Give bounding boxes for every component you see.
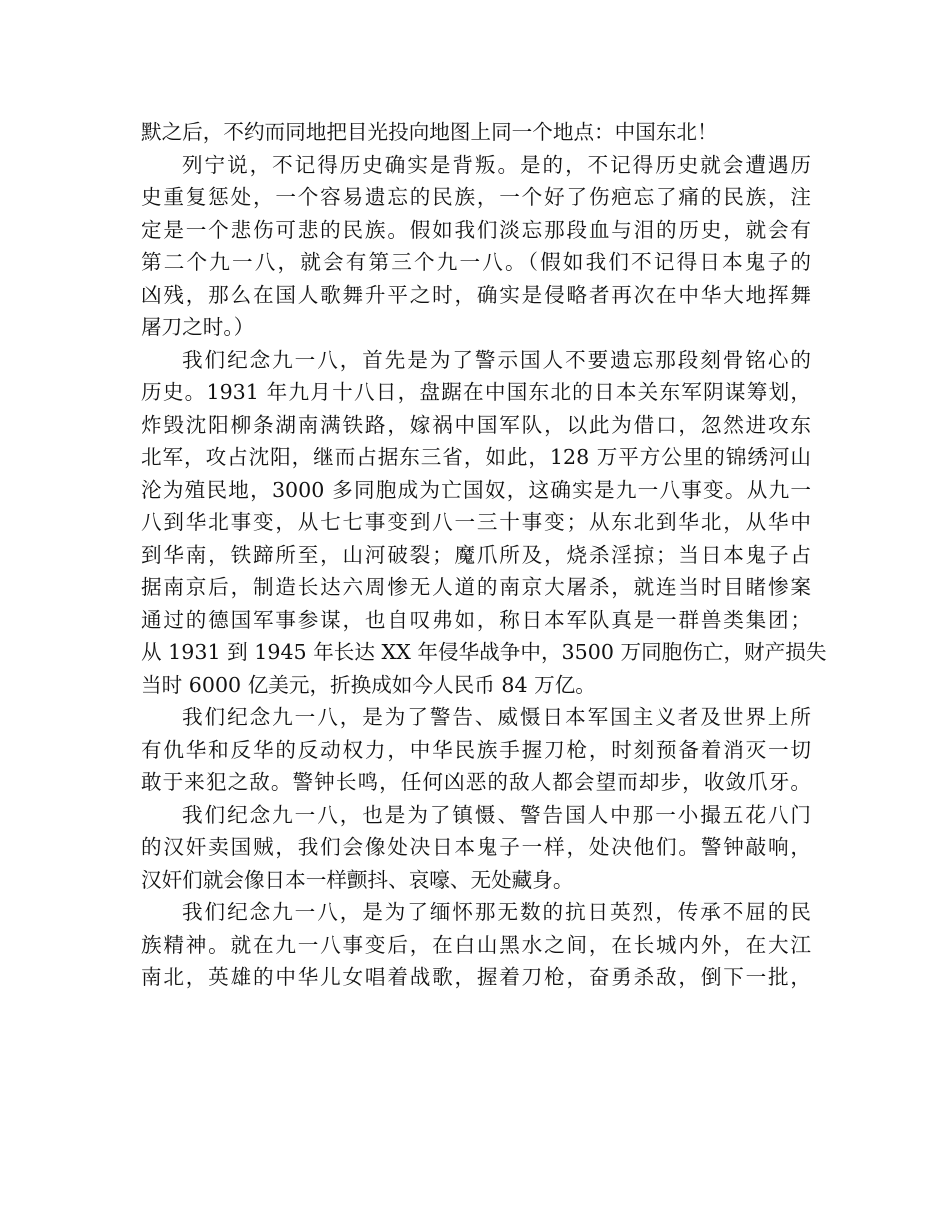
text-line: 北军，攻占沈阳，继而占据东三省，如此，128 万平方公里的锦绣河山 — [141, 445, 811, 469]
text-line: 通过的德国军事参谋，也自叹弗如，称日本军队真是一群兽类集团； — [141, 607, 811, 632]
text-line: 列宁说，不记得历史确实是背叛。是的，不记得历史就会遭遇历 — [182, 152, 811, 177]
text-line: 当时 6000 亿美元，折换成如今人民币 84 万亿。 — [141, 672, 596, 697]
text-line: 敢于来犯之敌。警钟长鸣，任何凶恶的敌人都会望而却步，收敛爪牙。 — [141, 770, 811, 794]
text-line: 第二个九一八，就会有第三个九一八。（假如我们不记得日本鬼子的 — [141, 250, 811, 274]
text-line: 八到华北事变，从七七事变到八一三十事变；从东北到华北，从华中 — [141, 510, 811, 534]
text-line: 炸毁沈阳柳条湖南满铁路，嫁祸中国军队，以此为借口，忽然进攻东 — [141, 412, 811, 437]
text-line: 默之后，不约而同地把目光投向地图上同一个地点：中国东北！ — [141, 120, 718, 144]
text-line: 南北，英雄的中华儿女唱着战歌，握着刀枪，奋勇杀敌，倒下一批， — [141, 965, 811, 989]
text-line: 我们纪念九一八，也是为了镇慑、警告国人中那一小撮五花八门 — [182, 802, 811, 827]
body-text — [141, 116, 827, 994]
text-line: 历史。1931 年九月十八日，盘踞在中国东北的日本关东军阴谋筹划， — [141, 380, 811, 404]
text-line: 我们纪念九一八，是为了缅怀那无数的抗日英烈，传承不屈的民 — [182, 900, 811, 924]
text-line: 汉奸们就会像日本一样颤抖、哀嚎、无处藏身。 — [141, 867, 574, 892]
text-line: 定是一个悲伤可悲的民族。假如我们淡忘那段血与泪的历史，就会有 — [141, 217, 811, 242]
text-line: 屠刀之时。） — [141, 315, 255, 339]
text-line: 沦为殖民地，3000 多同胞成为亡国奴，这确实是九一八事变。从九一 — [141, 477, 811, 502]
text-line: 到华南，铁蹄所至，山河破裂；魔爪所及，烧杀淫掠；当日本鬼子占 — [141, 542, 811, 567]
text-line: 的汉奸卖国贼，我们会像处决日本鬼子一样，处决他们。警钟敲响， — [141, 835, 811, 859]
text-line: 史重复惩处，一个容易遗忘的民族，一个好了伤疤忘了痛的民族，注 — [141, 185, 811, 209]
text-line: 族精神。就在九一八事变后，在白山黑水之间，在长城内外，在大江 — [141, 932, 811, 957]
text-line: 有仇华和反华的反动权力，中华民族手握刀枪，时刻预备着消灭一切 — [141, 737, 811, 762]
text-line: 从 1931 到 1945 年长达 XX 年侵华战争中，3500 万同胞伤亡，财产损失 — [141, 640, 827, 664]
text-line: 据南京后，制造长达六周惨无人道的南京大屠杀，就连当时目睹惨案 — [141, 575, 811, 599]
text-line: 我们纪念九一八，是为了警告、威慑日本军国主义者及世界上所 — [182, 705, 811, 729]
text-line: 我们纪念九一八，首先是为了警示国人不要遗忘那段刻骨铭心的 — [182, 347, 811, 372]
text-line: 凶残，那么在国人歌舞升平之时，确实是侵略者再次在中华大地挥舞 — [141, 282, 811, 307]
